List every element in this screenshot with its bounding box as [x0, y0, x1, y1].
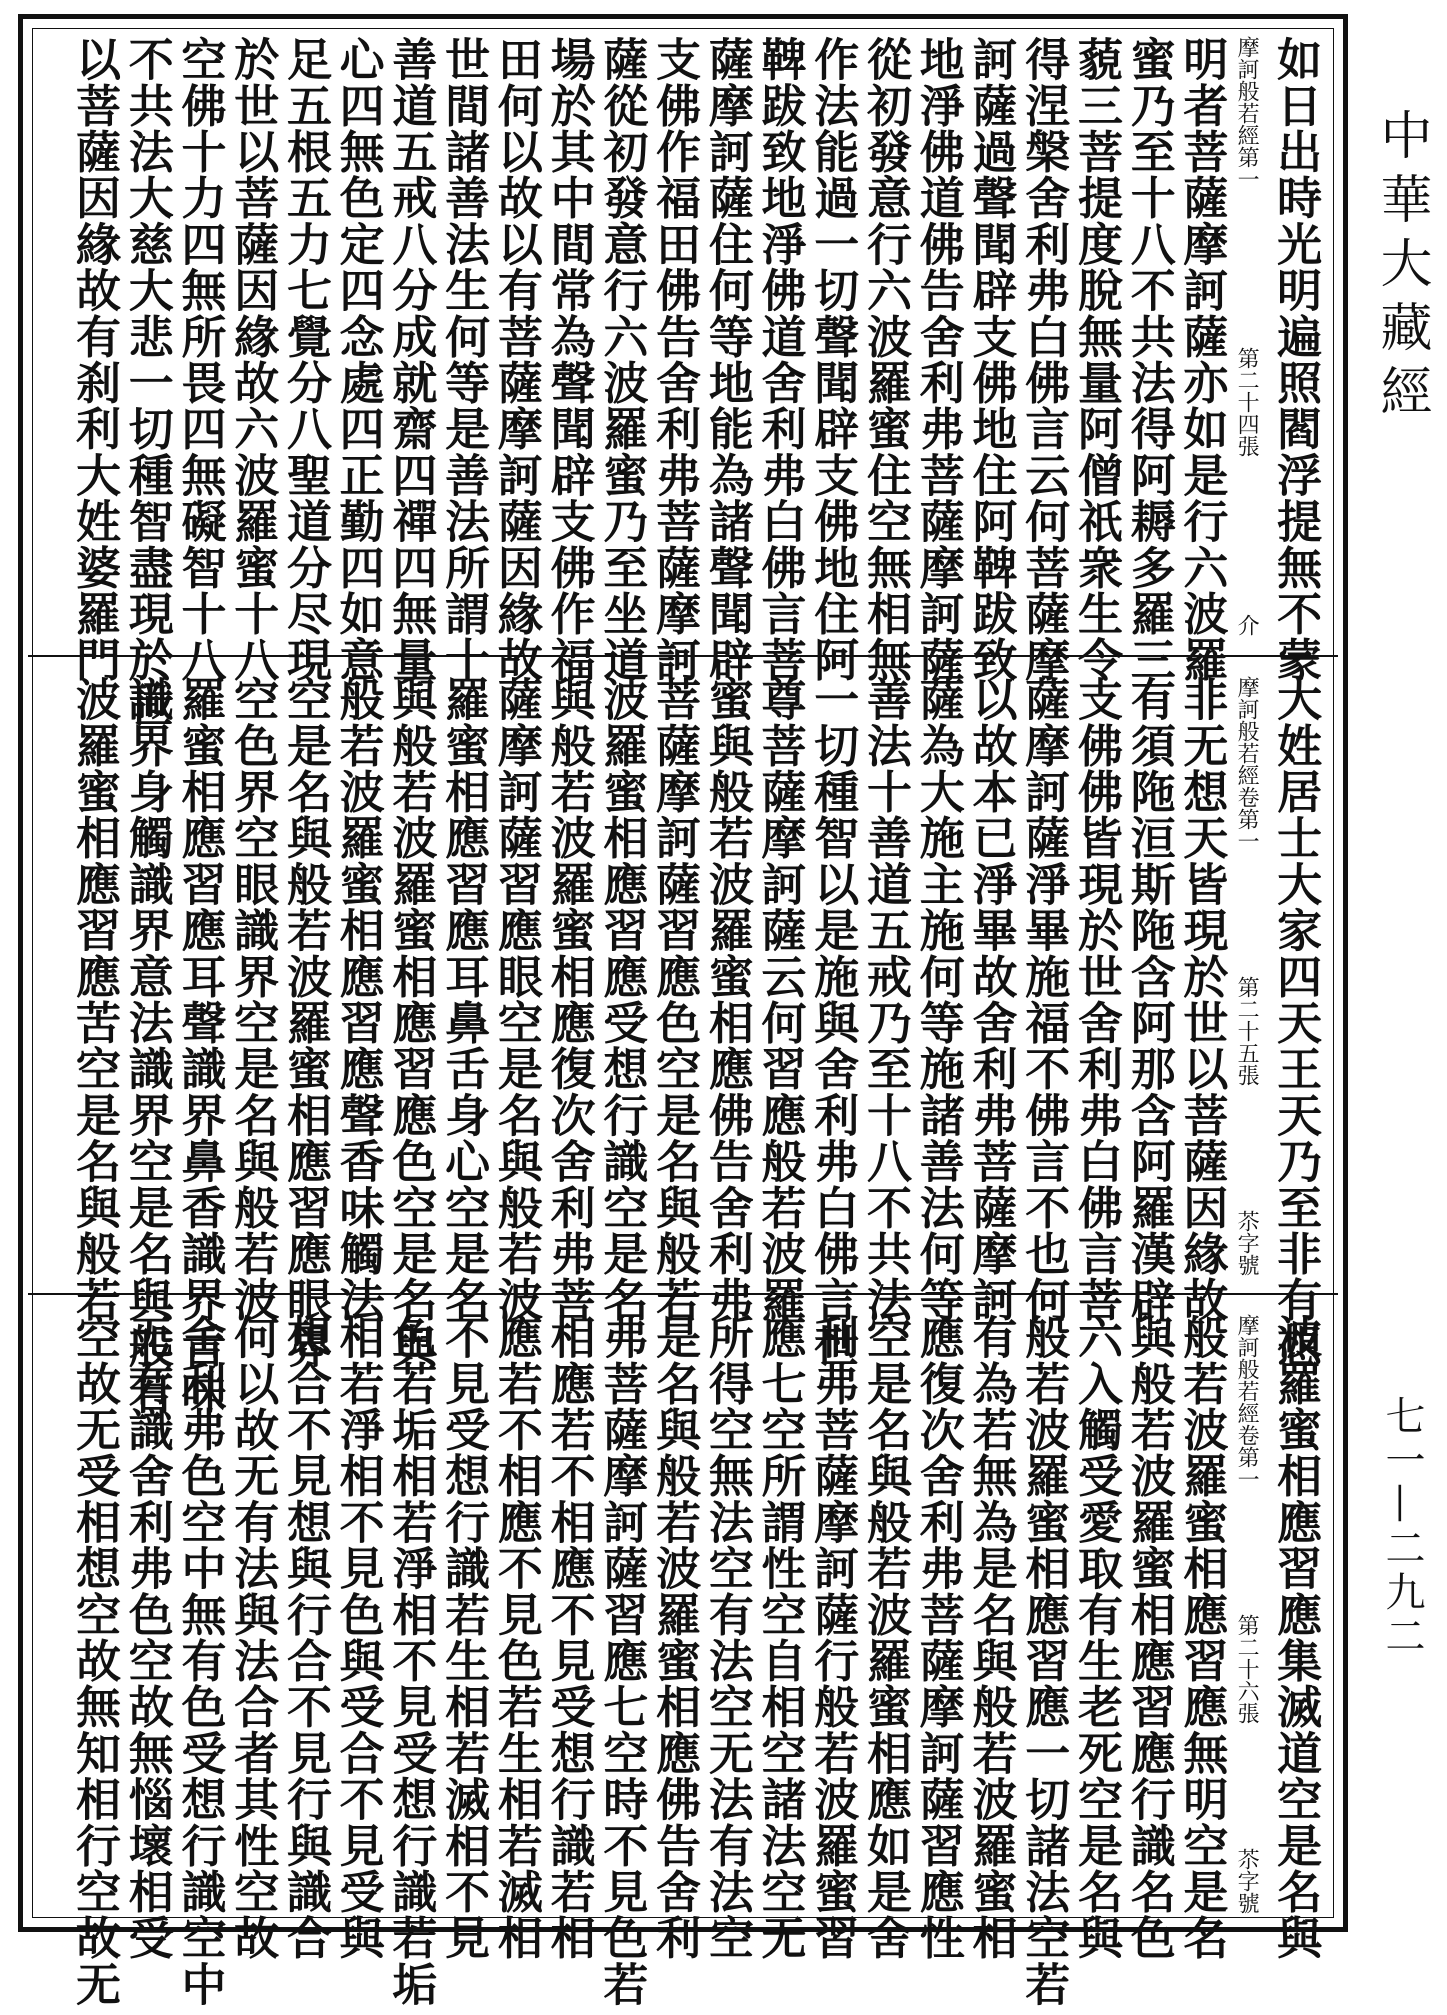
page-number: 七一—二九二 — [1379, 1395, 1425, 1659]
column-text: 以故本已淨畢故舍利弗菩薩摩訶 — [964, 676, 1018, 1323]
column-text: 薩為大施主施何等施諸善法何等 — [911, 676, 965, 1323]
column-text: 何以故无有法與法合者其性空故 — [226, 1314, 280, 1961]
header-title: 摩訶般若經卷第一 — [1234, 676, 1260, 852]
header-folio: 第二十五張 — [1234, 976, 1260, 1086]
column-text: 支佛作福田佛告舍利弗菩薩摩訶 — [648, 36, 702, 683]
column-text: 薩摩訶薩淨畢施福不佛言不也何 — [1017, 676, 1071, 1323]
column-text: 田何以故以有菩薩摩訶薩因緣故 — [489, 36, 543, 683]
column-text: 足五根五力七覺分八聖道分尽現 — [278, 36, 332, 683]
column-text: 非无想天皆現於世以菩薩因緣故 — [1175, 676, 1229, 1323]
collection-title: 中華大藏經 — [1371, 108, 1431, 428]
column-text: 相若淨相不見色與受合不見受與 — [331, 1314, 385, 1961]
column-text: 般若波羅蜜相應習應一切諸法空若 — [1017, 1314, 1071, 2007]
column-text: 支佛佛皆現於世舍利弗白佛言菩 — [1069, 676, 1123, 1323]
column-text: 是名與般若波羅蜜相應佛告舍利 — [648, 1314, 702, 1961]
column-text: 與般若波羅蜜相應習應色空是名與 — [384, 676, 438, 1369]
column-text: 六入觸受愛取有生老死空是名與 — [1069, 1314, 1123, 1961]
column-text: 羅蜜相應習應耳鼻舌身心空是名 — [437, 676, 491, 1323]
column-text: 所得空無法空有法空无法有法空 — [700, 1314, 754, 1961]
column-text: 薩摩訶薩住何等地能為諸聲聞辟 — [700, 36, 754, 683]
column-text: 般若波羅蜜相應習應無明空是名 — [1175, 1314, 1229, 1961]
column-text: 善法十善道五戒乃至十八不共法 — [859, 676, 913, 1323]
column-text: 明者菩薩摩訶薩亦如是行六波羅 — [1175, 36, 1229, 683]
column-text: 訶薩過聲聞辟支佛地住阿鞞跋致 — [964, 36, 1018, 683]
column-text: 作法能過一切聲聞辟支佛地住阿 — [806, 36, 860, 683]
column-text: 不共法大慈大悲一切種智盡現於世 — [120, 36, 174, 729]
column-text: 羅蜜相應習應耳聲識界鼻香識界舌味 — [173, 676, 227, 1416]
column-text: 一切種智以是施與舍利弗白佛言世 — [806, 676, 860, 1369]
column-text: 舍利弗色空中無有色受想行識空中 — [173, 1314, 227, 2007]
column-text: 識界身觸識界意法識界空是名與般若 — [120, 676, 174, 1416]
text-column — [58, 664, 121, 1323]
text-column — [58, 1302, 121, 2007]
header-folio: 第二十四張 — [1234, 347, 1260, 457]
column-text: 得涅槃舍利弗白佛言云何菩薩摩 — [1017, 36, 1071, 683]
column-text: 般若波羅蜜相應習應聲香味觸法 — [331, 676, 385, 1323]
column-text: 應若不相應不見色若生相若滅相 — [489, 1314, 543, 1961]
column-text: 空佛十力四無所畏四無礙智十八 — [173, 36, 227, 683]
column-text: 從初發意行六波羅蜜住空無相無 — [859, 36, 913, 683]
column-text: 空是名與般若波羅蜜相應習應眼界 — [278, 676, 332, 1369]
column-text: 大姓居士大家四天王天乃至非有想 — [1269, 676, 1323, 1369]
column-text: 應復次舍利弗菩薩摩訶薩習應性 — [911, 1314, 965, 1961]
header-title: 摩訶般若經第一 — [1234, 36, 1260, 190]
header-mark: 介 — [1234, 614, 1260, 636]
column-text: 薩摩訶薩習應眼空是名與般若波 — [489, 676, 543, 1323]
column-text: 善道五戒八分成就齋四禪四無量 — [384, 36, 438, 683]
scripture-panel-2 — [28, 664, 1338, 1416]
column-text: 空故无受相想空故無知相行空故无 — [68, 1314, 121, 2007]
column-text: 菩薩摩訶薩習應色空是名與般若 — [648, 676, 702, 1323]
column-text: 有須陁洹斯陁含阿那含阿羅漢辟 — [1122, 676, 1176, 1323]
column-text: 藐三菩提度脫無量阿僧祇衆生令 — [1069, 36, 1123, 683]
column-text: 於世以菩薩因緣故六波羅蜜十八 — [226, 36, 280, 683]
column-text: 地淨佛道佛告舍利弗菩薩摩訶薩 — [911, 36, 965, 683]
header-title: 摩訶般若經卷第一 — [1234, 1314, 1260, 1490]
column-text: 弗菩薩摩訶薩習應七空時不見色若 — [595, 1314, 649, 2007]
column-text: 如日出時光明遍照閻浮提無不蒙 — [1269, 36, 1323, 683]
column-text: 想合不見想與行合不見行與識合 — [278, 1314, 332, 1961]
column-text: 鞞跋致地淨佛道舍利弗白佛言菩 — [753, 36, 807, 683]
column-text: 與般若波羅蜜相應習應行識名色 — [1122, 1314, 1176, 1961]
header-mark: 苶字號 — [1234, 1210, 1260, 1276]
column-text: 波羅蜜相應習應苦空是名與般若 — [68, 676, 121, 1323]
column-text: 以菩薩因緣故有刹利大姓婆羅門 — [68, 36, 121, 683]
column-text: 尊菩薩摩訶薩云何習應般若波羅 — [753, 676, 807, 1323]
column-text: 色若垢相若淨相不見受想行識若垢 — [384, 1314, 438, 2007]
column-text: 與般若波羅蜜相應復次舍利弗菩 — [542, 676, 596, 1323]
column-text: 空色界空眼識界空是名與般若波 — [226, 676, 280, 1323]
text-column — [58, 24, 121, 683]
column-text: 有為若無為是名與般若波羅蜜相 — [964, 1314, 1018, 1961]
column-text: 蜜與般若波羅蜜相應佛告舍利弗 — [700, 676, 754, 1323]
column-text: 利弗菩薩摩訶薩行般若波羅蜜習 — [806, 1314, 860, 1961]
column-text: 无有識舍利弗色空故無惱壞相受 — [120, 1314, 174, 1961]
column-text: 波羅蜜相應習應受想行識空是名 — [595, 676, 649, 1323]
column-text: 心四無色定四念處四正勤四如意 — [331, 36, 385, 683]
column-text: 薩從初發意行六波羅蜜乃至坐道 — [595, 36, 649, 683]
column-text: 不見受想行識若生相若滅相不見 — [437, 1314, 491, 1961]
column-text: 應七空所謂性空自相空諸法空无 — [753, 1314, 807, 1961]
column-text: 空是名與般若波羅蜜相應如是舍 — [859, 1314, 913, 1961]
scripture-panel-1 — [28, 24, 1338, 729]
column-text: 世間諸善法生何等是善法所謂十 — [437, 36, 491, 683]
column-text: 蜜乃至十八不共法得阿耨多羅三 — [1122, 36, 1176, 683]
header-folio: 第二十六張 — [1234, 1614, 1260, 1724]
header-mark: 苶字號 — [1234, 1848, 1260, 1914]
scripture-panel-3 — [28, 1302, 1338, 2007]
column-text: 相應若不相應不見受想行識若相 — [542, 1314, 596, 1961]
column-text: 場於其中間常為聲聞辟支佛作福 — [542, 36, 596, 683]
column-text: 波羅蜜相應習應集滅道空是名與 — [1269, 1314, 1323, 1961]
